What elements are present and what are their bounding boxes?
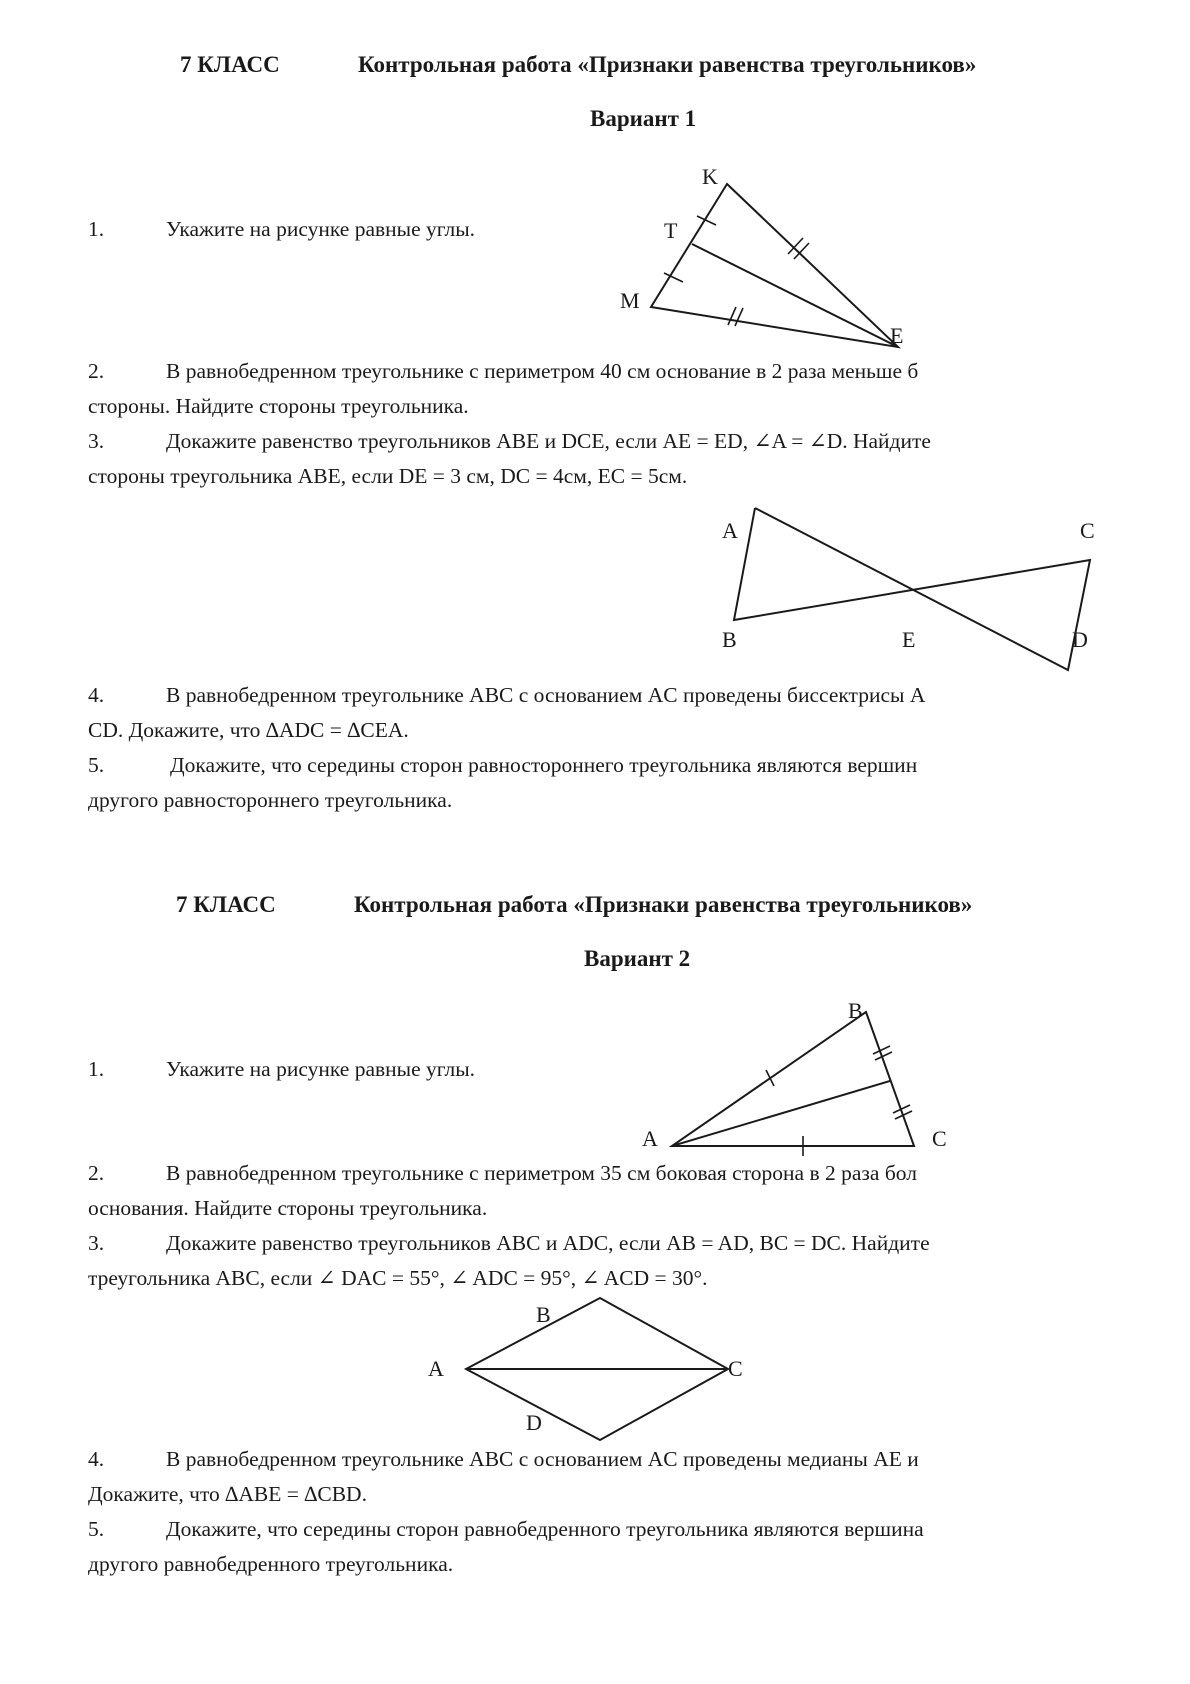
v2-task3-line2: треугольника ABC, если ∠ DAC = 55°, ∠ ADC = 95°, ∠ ACD = 30°.	[88, 1266, 708, 1290]
v2-task2-line1: В равнобедренном треугольнике с периметром 35 см боковая сторона в 2 раза бол	[166, 1161, 917, 1185]
v1-fig2-label-e: E	[902, 627, 916, 652]
v1-task2-number: 2.	[88, 359, 105, 383]
v1-task5-line1: Докажите, что середины сторон равностороннего треугольника являются вершин	[170, 753, 918, 777]
v2-task5-number: 5.	[88, 1517, 105, 1541]
v2-class-label: 7 КЛАСС	[176, 892, 276, 917]
v1-variant-heading: Вариант 1	[590, 106, 697, 131]
v1-fig2-label-a: A	[722, 518, 738, 543]
v2-fig1-label-b: B	[848, 998, 863, 1023]
v1-task3-number: 3.	[88, 429, 105, 453]
v2-fig1-label-c: C	[932, 1126, 947, 1151]
v2-variant-heading: Вариант 2	[584, 946, 691, 971]
v1-fig1-label-t: T	[664, 218, 678, 243]
v2-task1-text: Укажите на рисунке равные углы.	[166, 1057, 476, 1081]
v2-task5-line1: Докажите, что середины сторон равнобедренного треугольника являются вершина	[166, 1517, 924, 1541]
v2-fig2-label-d: D	[526, 1410, 542, 1435]
v1-task2-line1: В равнобедренном треугольнике с периметром 40 см основание в 2 раза меньше б	[166, 359, 919, 383]
v2-title: Контрольная работа «Признаки равенства треугольников»	[354, 892, 973, 917]
v1-class-label: 7 КЛАСС	[180, 52, 280, 77]
v1-fig2-label-b: B	[722, 627, 737, 652]
v2-task4-number: 4.	[88, 1447, 105, 1471]
v2-fig1-label-a: A	[642, 1126, 658, 1151]
v2-task2-line2: основания. Найдите стороны треугольника.	[88, 1196, 488, 1220]
v1-task3-line2: стороны треугольника ABE, если DE = 3 см, DC = 4см, EC = 5см.	[88, 464, 688, 488]
v1-task3-line1: Докажите равенство треугольников ABE и DCE, если AE = ED, ∠A = ∠D. Найдите	[166, 429, 931, 453]
v1-fig1-label-m: M	[620, 288, 640, 313]
v2-fig2-label-c: C	[728, 1356, 743, 1381]
v1-task4-number: 4.	[88, 683, 105, 707]
v2-fig2-label-b: B	[536, 1302, 551, 1327]
v1-fig1-label-k: K	[702, 164, 718, 189]
v2-task2-number: 2.	[88, 1161, 105, 1185]
v1-task4-line2: CD. Докажите, что ∆ADC = ∆CEA.	[88, 718, 409, 742]
v2-task4-line1: В равнобедренном треугольнике ABC с основанием AC проведены медианы AE и	[166, 1447, 919, 1471]
v1-task5-line2: другого равностороннего треугольника.	[88, 788, 453, 812]
v2-fig2-label-a: A	[428, 1356, 444, 1381]
v1-task4-line1: В равнобедренном треугольнике ABC с основанием AC проведены биссектрисы А	[166, 683, 926, 707]
v1-fig2-label-d: D	[1072, 627, 1088, 652]
v2-task3-number: 3.	[88, 1231, 105, 1255]
v1-fig1-label-e: E	[890, 323, 904, 348]
v1-task1-text: Укажите на рисунке равные углы.	[166, 217, 476, 241]
v1-fig2-label-c: C	[1080, 518, 1095, 543]
v2-task5-line2: другого равнобедренного треугольника.	[88, 1552, 454, 1576]
v2-task3-line1: Докажите равенство треугольников ABC и ADC, если AB = AD, BC = DC. Найдите	[166, 1231, 930, 1255]
v1-title: Контрольная работа «Признаки равенства треугольников»	[358, 52, 977, 77]
v2-task1-number: 1.	[88, 1057, 105, 1081]
v1-task2-line2: стороны. Найдите стороны треугольника.	[88, 394, 469, 418]
v1-task1-number: 1.	[88, 217, 105, 241]
v2-task4-line2: Докажите, что ∆ABE = ∆CBD.	[88, 1482, 367, 1506]
v1-task5-number: 5.	[88, 753, 105, 777]
